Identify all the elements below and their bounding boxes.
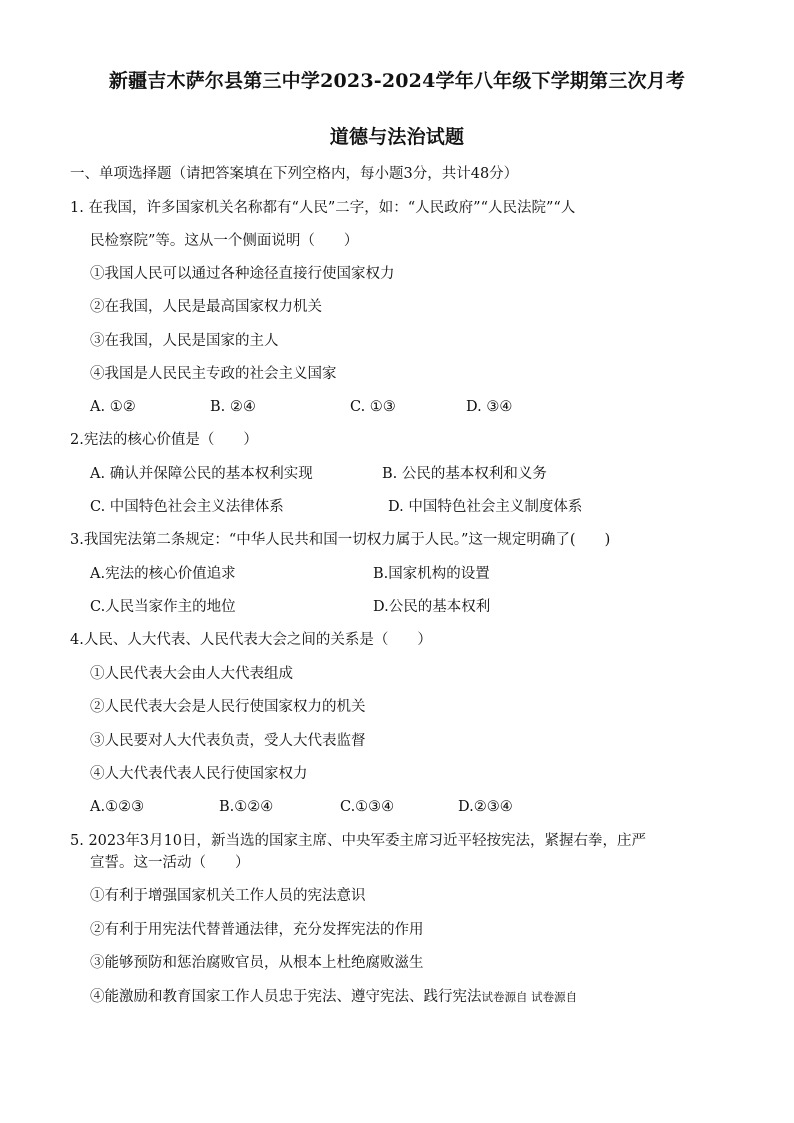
question-1-item: ④我国是人民民主专政的社会主义国家	[90, 366, 337, 382]
question-3-option-d: D.公民的基本权利	[373, 599, 491, 615]
question-1-option-a: A. ①②	[90, 399, 136, 415]
question-5-item-4	[90, 987, 577, 1007]
question-1-option-c: C. ①③	[350, 399, 396, 415]
question-1-item: ③在我国，人民是国家的主人	[90, 333, 279, 349]
question-4-option-b: B.①②④	[219, 799, 274, 815]
question-4-item: ①人民代表大会由人大代表组成	[90, 666, 293, 682]
question-5-item: ③能够预防和惩治腐败官员，从根本上杜绝腐败滋生	[90, 955, 424, 971]
question-1-option-d: D. ③④	[466, 399, 513, 415]
watermark-text: 试卷源自 试卷源自	[481, 990, 578, 1004]
question-4-option-a: A.①②③	[90, 799, 145, 815]
question-4-option-c: C.①③④	[340, 799, 395, 815]
question-4-stem: 4.人民、人大代表、人民代表大会之间的关系是（ ）	[70, 632, 432, 648]
exam-subject-title: 道德与法治试题	[329, 126, 465, 148]
question-5-stem-line2: 宣誓。这一活动（ ）	[90, 855, 250, 871]
question-4-item: ③人民要对人大代表负责，受人大代表监督	[90, 733, 366, 749]
question-2-option-d: D. 中国特色社会主义制度体系	[388, 499, 583, 515]
question-1-stem-line2: 民检察院”等。这从一个侧面说明（ ）	[90, 233, 359, 249]
question-3-option-c: C.人民当家作主的地位	[90, 599, 236, 615]
question-2-option-a: A. 确认并保障公民的基本权利实现	[90, 466, 313, 482]
question-5-item: ②有利于用宪法代替普通法律，充分发挥宪法的作用	[90, 922, 424, 938]
question-5-item-text: ④能激励和教育国家工作人员忠于宪法、遵守宪法、践行宪法	[90, 989, 482, 1005]
question-1-item: ①我国人民可以通过各种途径直接行使国家权力	[90, 266, 395, 282]
section-heading: 一、单项选择题（请把答案填在下列空格内，每小题3分，共计48分）	[70, 166, 519, 182]
question-2-stem: 2.宪法的核心价值是（ ）	[70, 432, 258, 448]
exam-title: 新疆吉木萨尔县第三中学2023-2024学年八年级下学期第三次月考	[108, 70, 686, 92]
question-3-stem: 3.我国宪法第二条规定：“中华人民共和国一切权力属于人民。”这一规定明确了( )	[70, 532, 611, 548]
question-4-item: ②人民代表大会是人民行使国家权力的机关	[90, 699, 366, 715]
question-4-option-d: D.②③④	[458, 799, 513, 815]
question-4-item: ④人大代表代表人民行使国家权力	[90, 766, 308, 782]
question-2-option-b: B. 公民的基本权利和义务	[382, 466, 547, 482]
question-1-option-b: B. ②④	[210, 399, 256, 415]
question-2-option-c: C. 中国特色社会主义法律体系	[90, 499, 284, 515]
question-1-item: ②在我国，人民是最高国家权力机关	[90, 299, 322, 315]
question-1-stem-line1: 1. 在我国，许多国家机关名称都有“人民”二字，如：“人民政府”“人民法院”“人	[70, 200, 576, 216]
question-5-item: ①有利于增强国家机关工作人员的宪法意识	[90, 888, 366, 904]
question-3-option-a: A.宪法的核心价值追求	[90, 566, 236, 582]
question-3-option-b: B.国家机构的设置	[373, 566, 490, 582]
question-5-stem-line1: 5. 2023年3月10日，新当选的国家主席、中央军委主席习近平轻按宪法，紧握右拳，庄严	[70, 833, 647, 849]
